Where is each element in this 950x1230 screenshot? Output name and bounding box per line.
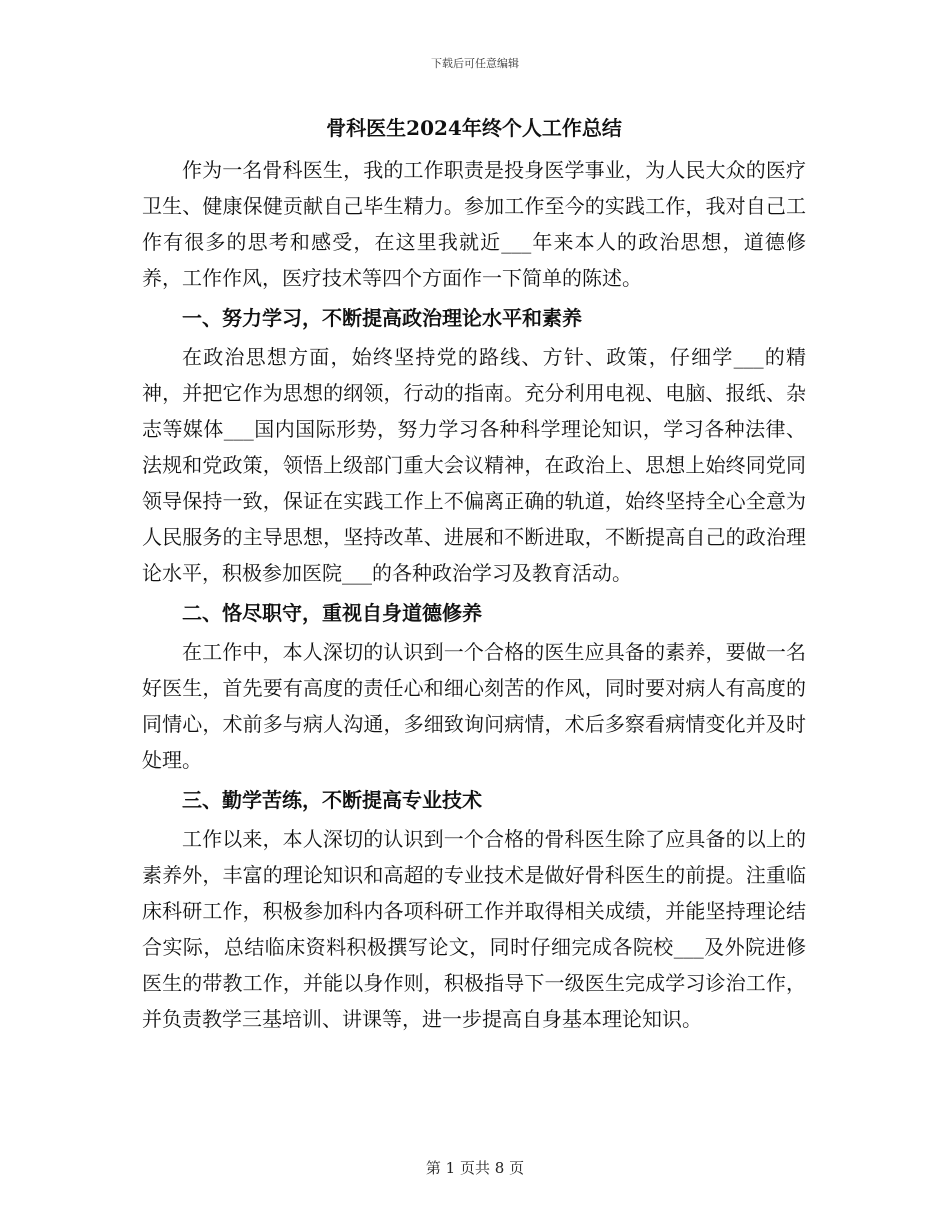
section-2-heading: 二、恪尽职守，重视自身道德修养 (182, 601, 482, 625)
intro-paragraph: 作为一名骨科医生，我的工作职责是投身医学事业，为人民大众的医疗卫生、健康保健贡献自己毕生精力。参加工作至今的实践工作，我对自己工作有很多的思考和感受，在这里我就近___年来本人的政治思想，道德修养，工作作风，医疗技术等四个方面作一下简单的陈述。 (142, 158, 806, 290)
page-number-footer: 第 1 页共 8 页 (425, 1159, 525, 1177)
section-3-body: 工作以来，本人深切的认识到一个合格的骨科医生除了应具备的以上的素养外，丰富的理论知识和高超的专业技术是做好骨科医生的前提。注重临床科研工作，积极参加科内各项科研工作并取得相关成绩，并能坚持理论结合实际，总结临床资料积极撰写论文，同时仔细完成各院校___及外院进修医生的带教工作，并能以身作则，积极指导下一级医生完成学习诊治工作，并负责教学三基培训、讲课等，进一步提高自身基本理论知识。 (142, 827, 806, 1031)
header-note: 下载后可任意编辑 (431, 57, 519, 70)
document-body (142, 112, 806, 1037)
section-2-body: 在工作中，本人深切的认识到一个合格的医生应具备的素养，要做一名好医生，首先要有高度的责任心和细心刻苦的作风，同时要对病人有高度的同情心，术前多与病人沟通，多细致询问病情，术后多察看病情变化并及时处理。 (142, 640, 806, 772)
section-3-heading: 三、勤学苦练，不断提高专业技术 (182, 788, 482, 812)
section-1-body: 在政治思想方面，始终坚持党的路线、方针、政策，仔细学___的精神，并把它作为思想的纲领，行动的指南。充分利用电视、电脑、报纸、杂志等媒体___国内国际形势，努力学习各种科学理论知识，学习各种法律、法规和党政策，领悟上级部门重大会议精神，在政治上、思想上始终同党同领导保持一致，保证在实践工作上不偏离正确的轨道，始终坚持全心全意为人民服务的主导思想，坚持改革、进展和不断进取，不断提高自己的政治理论水平，积极参加医院___的各种政治学习及教育活动。 (142, 345, 806, 585)
document-title: 骨科医生2024年终个人工作总结 (326, 116, 622, 140)
section-1-heading: 一、努力学习，不断提高政治理论水平和素养 (182, 306, 582, 330)
